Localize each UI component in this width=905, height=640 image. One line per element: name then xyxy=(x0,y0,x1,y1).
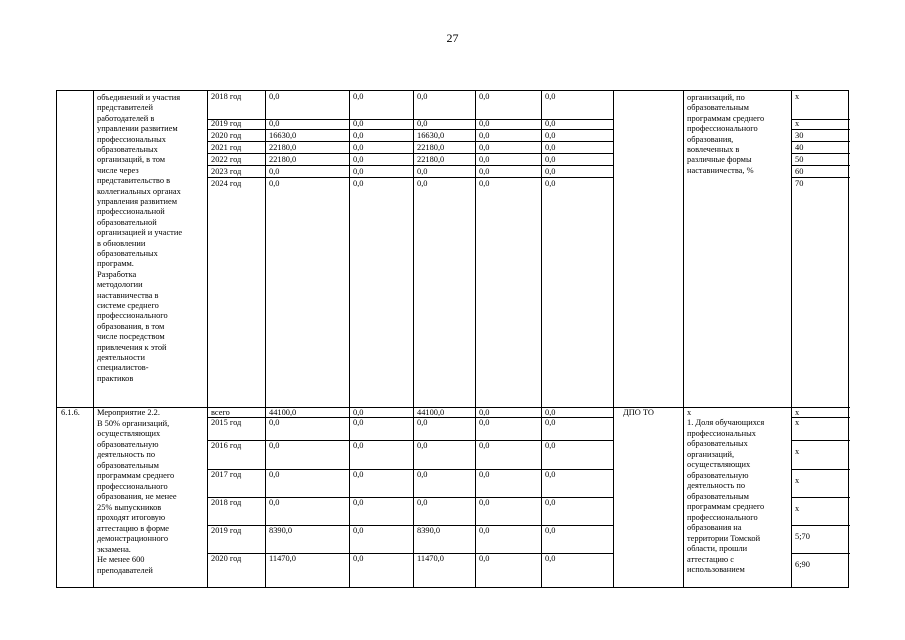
indicator-line: программам среднего xyxy=(687,502,765,511)
description-line: методологии xyxy=(97,280,143,290)
description-line: коллегиальных органах xyxy=(97,186,181,196)
indicator-line: профессиональных xyxy=(687,428,756,438)
value-cell: 0,0 xyxy=(353,408,364,417)
value-cell: 0,0 xyxy=(353,119,364,128)
page-number: 27 xyxy=(446,31,459,45)
value-cell: 0,0 xyxy=(269,92,280,101)
column-rule xyxy=(683,91,684,587)
year-cell: всего xyxy=(211,408,230,417)
description-line: осуществляющих xyxy=(97,429,161,438)
description-line: преподавателей xyxy=(97,565,153,575)
description-line: системе среднего xyxy=(97,301,159,310)
row-rule xyxy=(791,440,850,441)
target-cell: 50 xyxy=(795,155,804,164)
row-rule xyxy=(791,553,850,554)
year-cell: 2018 год xyxy=(211,498,242,507)
value-cell: 0,0 xyxy=(417,418,428,427)
indicator-line: образовательных xyxy=(687,439,748,448)
description-line: Не менее 600 xyxy=(97,555,145,564)
row-rule xyxy=(791,469,850,470)
value-cell: 0,0 xyxy=(545,441,556,450)
value-cell: 22180,0 xyxy=(417,155,445,164)
value-cell: 0,0 xyxy=(417,179,428,188)
value-cell: 0,0 xyxy=(545,143,556,152)
value-cell: 0,0 xyxy=(545,92,556,101)
value-cell: 16630,0 xyxy=(417,131,445,140)
year-cell: 2023 год xyxy=(211,167,242,176)
description-line: числе посредством xyxy=(97,332,165,342)
indicator-line: осуществляющих xyxy=(687,460,751,469)
year-cell: 2022 год xyxy=(211,155,242,164)
description-line: профессиональной xyxy=(97,207,165,217)
row-rule xyxy=(791,129,850,130)
year-cell: 2016 год xyxy=(211,441,242,450)
description-line: в обновлении xyxy=(97,238,146,248)
description-line: профессионального xyxy=(97,311,168,321)
target-cell: x xyxy=(795,476,800,485)
value-cell: 0,0 xyxy=(353,526,364,535)
column-rule xyxy=(93,91,94,587)
value-cell: 0,0 xyxy=(353,143,364,152)
year-cell: 2024 год xyxy=(211,179,242,188)
description-line: Разработка xyxy=(97,269,137,279)
description-line: проходят итоговую xyxy=(97,513,166,522)
description-line: аттестацию в форме xyxy=(97,523,169,533)
description-line: демонстрационного xyxy=(97,534,169,543)
value-cell: 0,0 xyxy=(417,441,428,450)
target-cell: x xyxy=(795,504,800,513)
year-cell: 2020 год xyxy=(211,554,242,563)
value-cell: 0,0 xyxy=(269,498,280,507)
indicator-line: территории Томской xyxy=(687,533,761,543)
description-line: образования, не менее xyxy=(97,492,177,501)
row-rule xyxy=(791,417,850,418)
value-cell: 0,0 xyxy=(417,470,428,479)
value-cell: 0,0 xyxy=(545,554,556,563)
value-cell: 16630,0 xyxy=(269,131,297,140)
indicator-line: организаций, xyxy=(687,449,735,459)
indicator-line: образования на xyxy=(687,523,742,532)
value-cell: 0,0 xyxy=(269,119,280,128)
item-number: 6.1.6. xyxy=(61,408,80,417)
value-cell: 0,0 xyxy=(417,167,428,176)
indicator-line: вовлеченных в xyxy=(687,145,740,154)
value-cell: 0,0 xyxy=(353,418,364,427)
value-cell: 0,0 xyxy=(269,179,280,188)
value-cell: 0,0 xyxy=(353,179,364,188)
value-cell: 0,0 xyxy=(353,554,364,563)
value-cell: 22180,0 xyxy=(269,143,297,152)
indicator-line: программам среднего xyxy=(687,113,765,123)
value-cell: 22180,0 xyxy=(269,155,297,164)
value-cell: 0,0 xyxy=(479,441,490,450)
description-line: специалистов- xyxy=(97,363,149,373)
indicator-line: 1. Доля обучающихся xyxy=(687,418,765,427)
value-cell: 0,0 xyxy=(479,498,490,507)
value-cell: 0,0 xyxy=(353,470,364,479)
value-cell: 0,0 xyxy=(353,498,364,507)
value-cell: 0,0 xyxy=(417,498,428,507)
value-cell: 0,0 xyxy=(479,167,490,176)
indicator-line: области, прошли xyxy=(687,544,748,553)
value-cell: 11470,0 xyxy=(417,554,444,563)
description-line: экзамена. xyxy=(97,544,131,554)
value-cell: 0,0 xyxy=(479,554,490,563)
value-cell: 22180,0 xyxy=(417,143,445,152)
description-line: организаций, в том xyxy=(97,155,166,165)
description-line: представителей xyxy=(97,103,153,113)
description-line: образовательным xyxy=(97,460,159,470)
value-cell: 0,0 xyxy=(417,119,428,128)
value-cell: 0,0 xyxy=(479,179,490,188)
value-cell: 0,0 xyxy=(269,167,280,176)
indicator-line: различные формы xyxy=(687,155,752,165)
description-line: объединений и участия xyxy=(97,93,181,102)
description-line: числе через xyxy=(97,165,139,175)
value-cell: 0,0 xyxy=(545,470,556,479)
indicator-line: организаций, по xyxy=(687,93,745,102)
executor-cell: ДПО ТО xyxy=(623,408,654,417)
description-line: наставничества в xyxy=(97,290,159,300)
description-line: образовательных xyxy=(97,145,158,154)
value-cell: 11470,0 xyxy=(269,554,296,563)
indicator-line: образовательным xyxy=(687,103,749,113)
description-line: деятельность по xyxy=(97,450,156,459)
target-cell: x xyxy=(795,418,800,427)
value-cell: 0,0 xyxy=(269,441,280,450)
value-cell: 0,0 xyxy=(545,179,556,188)
value-cell: 0,0 xyxy=(545,119,556,128)
section-rule xyxy=(57,407,850,408)
description-line: Мероприятие 2.2. xyxy=(97,408,160,417)
value-cell: 0,0 xyxy=(269,418,280,427)
indicator-line: профессионального xyxy=(687,124,758,134)
target-cell: x xyxy=(795,92,800,101)
target-cell: 30 xyxy=(795,131,804,140)
indicator-line: образовательным xyxy=(687,491,749,501)
value-cell: 0,0 xyxy=(479,408,490,417)
row-rule xyxy=(791,497,850,498)
year-cell: 2017 год xyxy=(211,470,242,479)
value-cell: 44100,0 xyxy=(269,408,297,417)
value-cell: 0,0 xyxy=(479,92,490,101)
description-line: программам среднего xyxy=(97,471,175,480)
program-table xyxy=(56,90,849,588)
target-cell: 40 xyxy=(795,143,804,152)
value-cell: 0,0 xyxy=(479,143,490,152)
value-cell: 8390,0 xyxy=(269,526,293,535)
description-line: работодателей в xyxy=(97,113,155,123)
description-line: профессионального xyxy=(97,481,168,491)
target-cell: x xyxy=(795,119,800,128)
description-line: практиков xyxy=(97,373,134,383)
description-line: образования, в том xyxy=(97,321,165,331)
target-cell: 6;90 xyxy=(795,560,810,569)
target-cell: 70 xyxy=(795,179,804,188)
target-cell: x xyxy=(795,408,800,417)
description-line: управления развитием xyxy=(97,197,178,206)
indicator-line: наставничества, % xyxy=(687,165,754,175)
description-line: В 50% организаций, xyxy=(97,418,170,428)
value-cell: 0,0 xyxy=(545,167,556,176)
description-line: организацией и участие xyxy=(97,228,183,238)
value-cell: 0,0 xyxy=(479,470,490,479)
year-cell: 2019 год xyxy=(211,526,242,535)
row-rule xyxy=(791,119,850,120)
description-line: программ. xyxy=(97,259,134,269)
year-cell: 2019 год xyxy=(211,119,242,128)
description-line: образовательной xyxy=(97,217,157,227)
year-cell: 2021 год xyxy=(211,143,242,152)
indicator-line: аттестацию с xyxy=(687,554,734,564)
value-cell: 0,0 xyxy=(479,131,490,140)
indicator-line: деятельность по xyxy=(687,481,746,490)
value-cell: 0,0 xyxy=(479,418,490,427)
value-cell: 0,0 xyxy=(545,498,556,507)
value-cell: 0,0 xyxy=(479,526,490,535)
column-rule xyxy=(613,91,614,587)
value-cell: 0,0 xyxy=(353,155,364,164)
description-line: управлении развитием xyxy=(97,124,178,134)
indicator-head: x xyxy=(687,408,692,417)
value-cell: 8390,0 xyxy=(417,526,441,535)
value-cell: 0,0 xyxy=(545,526,556,535)
value-cell: 0,0 xyxy=(545,408,556,417)
value-cell: 0,0 xyxy=(353,441,364,450)
indicator-line: использованием xyxy=(687,565,745,574)
value-cell: 44100,0 xyxy=(417,408,445,417)
target-cell: 60 xyxy=(795,167,804,176)
description-line: 25% выпускников xyxy=(97,502,162,512)
indicator-line: образовательную xyxy=(687,470,749,480)
value-cell: 0,0 xyxy=(545,155,556,164)
value-cell: 0,0 xyxy=(269,470,280,479)
description-line: привлечения к этой xyxy=(97,342,167,352)
value-cell: 0,0 xyxy=(417,92,428,101)
value-cell: 0,0 xyxy=(479,119,490,128)
value-cell: 0,0 xyxy=(353,131,364,140)
description-line: профессиональных xyxy=(97,134,166,144)
description-line: деятельности xyxy=(97,353,145,362)
year-cell: 2015 год xyxy=(211,418,242,427)
indicator-line: профессионального xyxy=(687,512,758,522)
description-line: образовательную xyxy=(97,439,159,449)
value-cell: 0,0 xyxy=(545,131,556,140)
year-cell: 2020 год xyxy=(211,131,242,140)
value-cell: 0,0 xyxy=(479,155,490,164)
target-cell: x xyxy=(795,447,800,456)
value-cell: 0,0 xyxy=(353,92,364,101)
indicator-line: образования, xyxy=(687,134,734,144)
description-line: представительство в xyxy=(97,176,171,186)
value-cell: 0,0 xyxy=(353,167,364,176)
value-cell: 0,0 xyxy=(545,418,556,427)
row-rule xyxy=(791,525,850,526)
description-line: образовательных xyxy=(97,249,158,258)
target-cell: 5;70 xyxy=(795,532,810,541)
year-cell: 2018 год xyxy=(211,92,242,101)
